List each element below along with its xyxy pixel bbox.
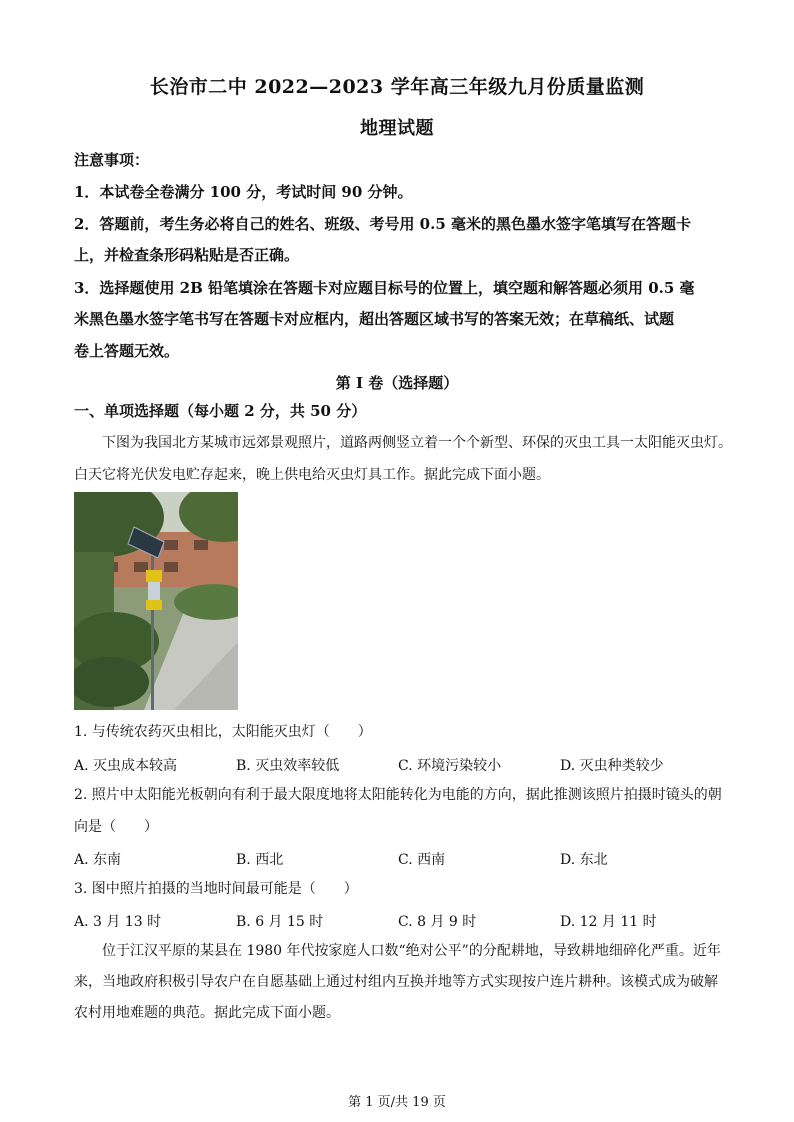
notice-line-5: 米黑色墨水签字笔书写在答题卡对应框内，超出答题区域书写的答案无效；在草稿纸、试题 bbox=[74, 310, 675, 328]
passage2-line-2: 来，当地政府积极引导农户在自愿基础上通过村组内互换并地等方式实现按户连片耕种。该模式成为破解 bbox=[74, 974, 718, 990]
notice-line-3: 上，并检查条形码粘贴是否正确。 bbox=[74, 246, 300, 264]
notice-line-4: 3．选择题使用 2B 铅笔填涂在答题卡对应题目标号的位置上，填空题和解答题必须用 0.5 毫 bbox=[74, 279, 695, 297]
page-footer: 第 1 页/共 19 页 bbox=[348, 1095, 446, 1110]
q2-option-c: C. 西南 bbox=[398, 852, 446, 868]
notice-line-1: 1．本试卷全卷满分 100 分，考试时间 90 分钟。 bbox=[74, 183, 413, 201]
exam-title: 长治市二中 2022—2023 学年高三年级九月份质量监测 bbox=[149, 76, 645, 98]
passage1-line-1: 下图为我国北方某城市远郊景观照片，道路两侧竖立着一个个新型、环保的灭虫工具一太阳能灭虫灯。 bbox=[102, 435, 732, 451]
passage2-line-3: 农村用地难题的典范。据此完成下面小题。 bbox=[74, 1005, 340, 1021]
q3-option-b: B. 6 月 15 时 bbox=[236, 914, 324, 930]
q1-option-c: C. 环境污染较小 bbox=[398, 758, 502, 774]
question-2-stem-2: 向是（ ） bbox=[74, 819, 158, 835]
q3-option-c: C. 8 月 9 时 bbox=[398, 914, 477, 930]
q2-option-a: A. 东南 bbox=[74, 852, 122, 868]
notice-line-6: 卷上答题无效。 bbox=[74, 342, 180, 360]
exam-subject: 地理试题 bbox=[360, 118, 434, 139]
question-1-stem: 1. 与传统农药灭虫相比，太阳能灭虫灯（ ） bbox=[74, 724, 372, 740]
q3-option-a: A. 3 月 13 时 bbox=[74, 914, 162, 930]
question-3-stem: 3. 图中照片拍摄的当地时间最可能是（ ） bbox=[74, 881, 358, 897]
solar-insect-lamp-photo bbox=[74, 492, 238, 710]
passage2-line-1: 位于江汉平原的某县在 1980 年代按家庭人口数“绝对公平”的分配耕地，导致耕地细碎化严重。近年 bbox=[102, 943, 721, 959]
part-title: 第 I 卷（选择题） bbox=[335, 374, 459, 392]
q1-option-a: A. 灭虫成本较高 bbox=[74, 758, 178, 774]
notice-line-2: 2．答题前，考生务必将自己的姓名、班级、考号用 0.5 毫米的黑色墨水签字笔填写在答题卡 bbox=[74, 215, 691, 233]
passage1-line-2: 白天它将光伏发电贮存起来，晚上供电给灭虫灯具工作。据此完成下面小题。 bbox=[74, 467, 550, 483]
notice-heading: 注意事项： bbox=[74, 151, 150, 169]
q2-option-b: B. 西北 bbox=[236, 852, 284, 868]
q3-option-d: D. 12 月 11 时 bbox=[560, 914, 657, 930]
q2-option-d: D. 东北 bbox=[560, 852, 608, 868]
q1-option-b: B. 灭虫效率较低 bbox=[236, 758, 340, 774]
section-heading: 一、单项选择题（每小题 2 分，共 50 分） bbox=[74, 402, 367, 420]
q1-option-d: D. 灭虫种类较少 bbox=[560, 758, 664, 774]
question-2-stem-1: 2. 照片中太阳能光板朝向有利于最大限度地将太阳能转化为电能的方向，据此推测该照片拍摄时镜头的朝 bbox=[74, 787, 722, 803]
